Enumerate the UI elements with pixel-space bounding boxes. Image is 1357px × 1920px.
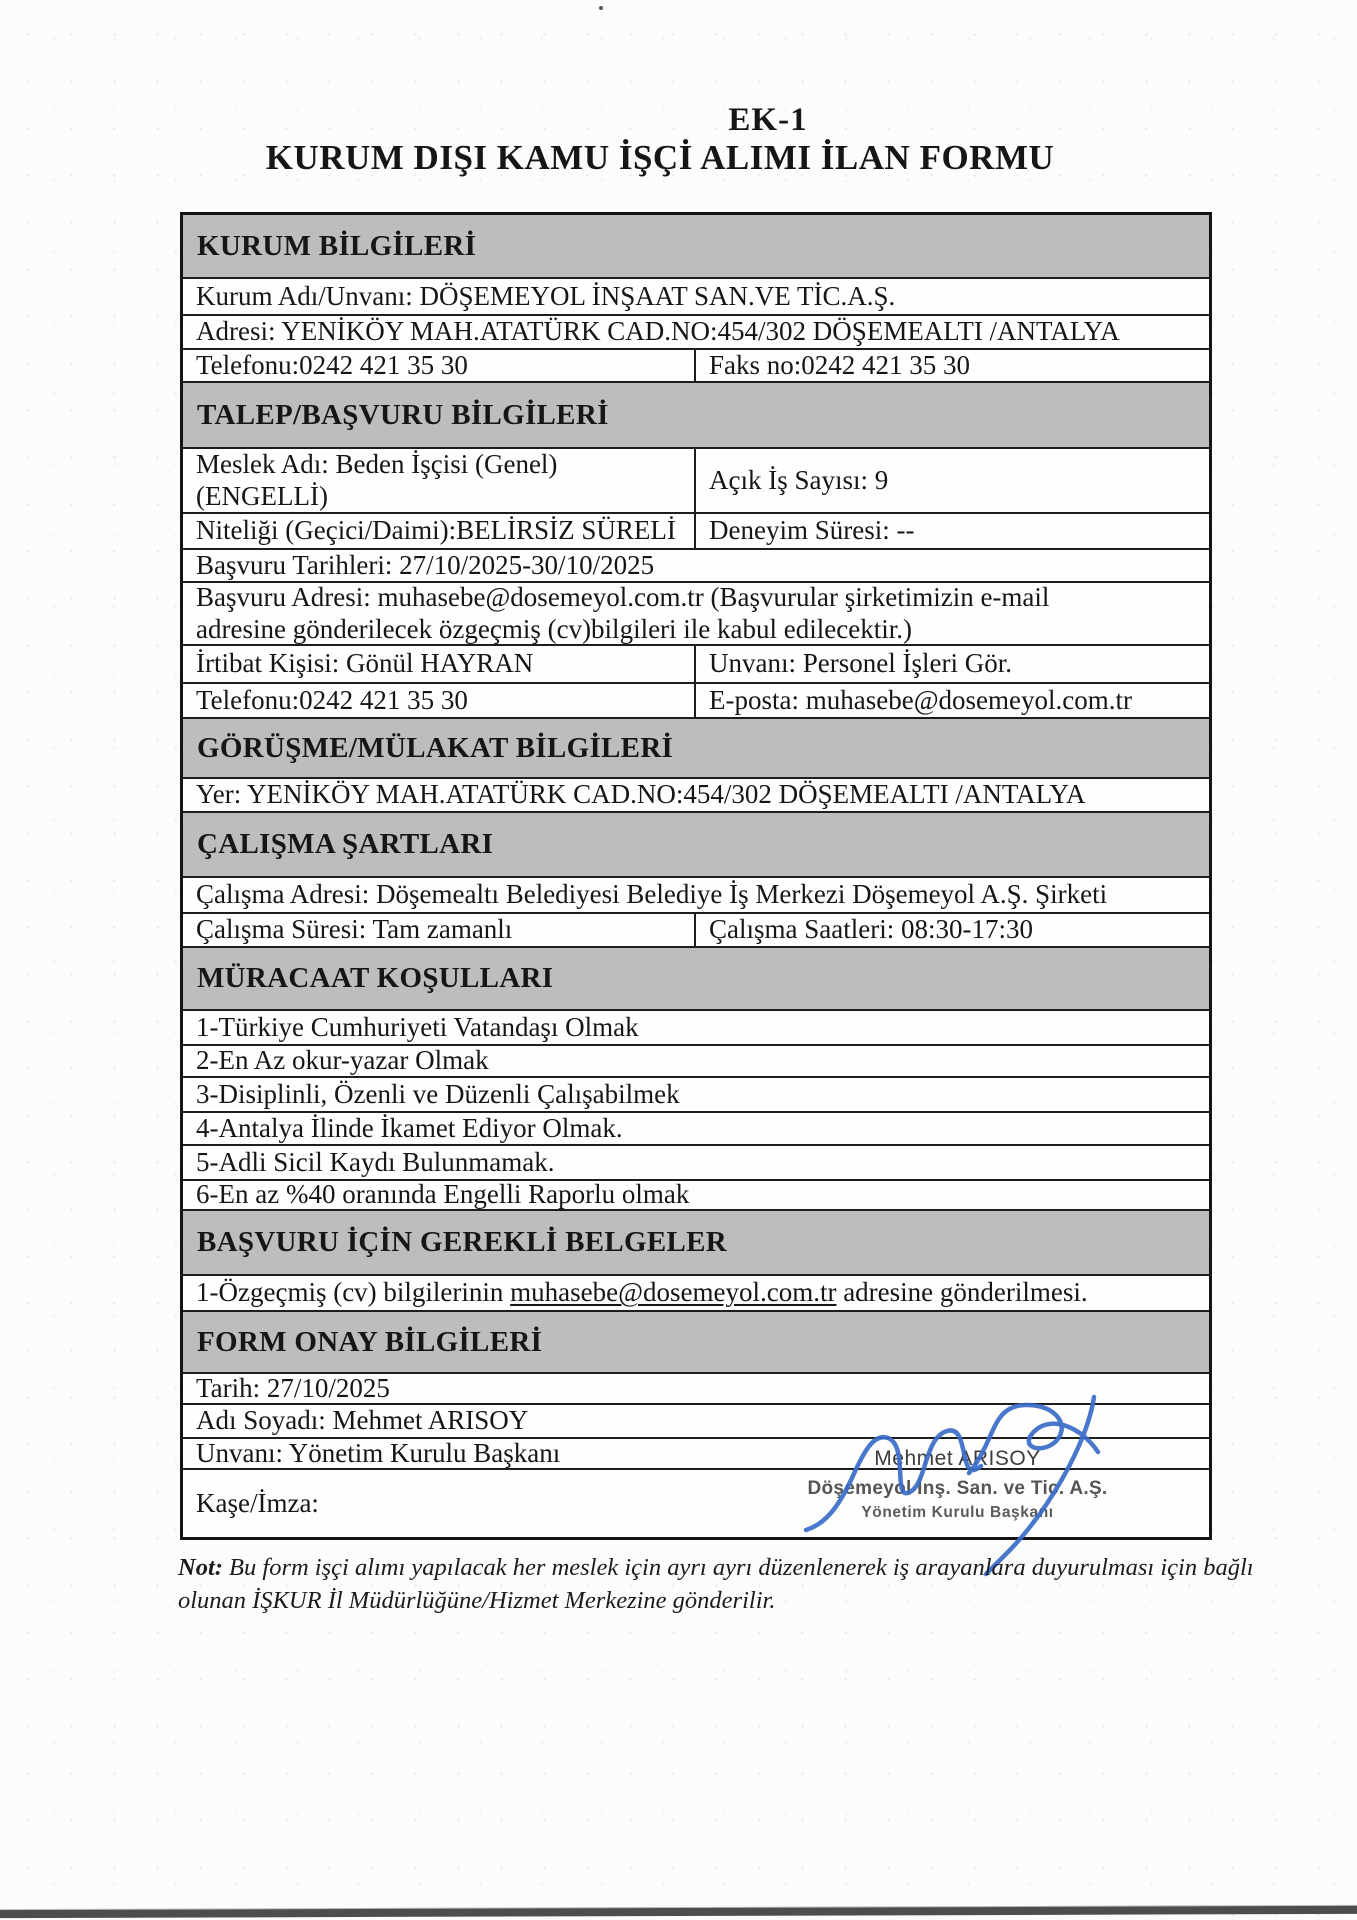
row-irtibat: [183, 644, 1209, 682]
section-header-gorusme: [183, 717, 1209, 777]
section-header-talep: [183, 381, 1209, 447]
section-header-belgeler: [183, 1209, 1209, 1274]
row-adi-soyadi: [183, 1403, 1209, 1437]
row-belge-1: [183, 1274, 1209, 1310]
field-meslek-adi: Meslek Adı: Beden İşçisi (Genel) (ENGELLİ): [183, 449, 696, 512]
row-calisma-adresi: [183, 876, 1209, 912]
row-telefon-eposta: [183, 682, 1209, 717]
section-header-kurum: [183, 215, 1209, 277]
field-kase-imza: Kaşe/İmza:: [196, 1487, 319, 1518]
row-kurum-adi: [183, 277, 1209, 314]
row-meslek: [183, 447, 1209, 512]
field-kosul-3: 3-Disiplinli, Özenli ve Düzenli Çalışabilmek: [196, 1078, 680, 1109]
email-underlined: muhasebe@dosemeyol.com.tr: [510, 1277, 837, 1308]
field-calisma-saatleri: Çalışma Saatleri: 08:30-17:30: [709, 914, 1033, 945]
field-faks: Faks no:0242 421 35 30: [709, 349, 971, 380]
field-irtibat-unvan: Unvanı: Personel İşleri Gör.: [709, 648, 1012, 679]
section-label: MÜRACAAT KOŞULLARI: [197, 962, 554, 994]
row-niteligi: [183, 512, 1209, 548]
field-adi-soyadi: Adı Soyadı: Mehmet ARISOY: [196, 1405, 529, 1436]
field-unvan: Unvanı: Yönetim Kurulu Başkanı: [196, 1437, 561, 1468]
row-calisma-sure-saat: [183, 912, 1209, 946]
section-label: BAŞVURU İÇİN GEREKLİ BELGELER: [197, 1226, 728, 1258]
row-tarih: [183, 1372, 1209, 1403]
section-label: FORM ONAY BİLGİLERİ: [197, 1325, 543, 1358]
field-kosul-2: 2-En Az okur-yazar Olmak: [196, 1045, 489, 1076]
row-kosul-3: [183, 1076, 1209, 1111]
row-unvan: [183, 1437, 1209, 1468]
form-table: [180, 212, 1212, 1540]
field-tarih: Tarih: 27/10/2025: [196, 1372, 390, 1403]
field-belge-1: 1-Özgeçmiş (cv) bilgilerinin muhasebe@dosemeyol.com.tr adresine gönderilmesi.: [196, 1277, 1088, 1308]
field-calisma-adresi: Çalışma Adresi: Döşemealtı Belediyesi Belediye İş Merkezi Döşemeyol A.Ş. Şirketi: [196, 879, 1108, 910]
section-label: ÇALIŞMA ŞARTLARI: [197, 828, 494, 860]
field-deneyim: Deneyim Süresi: --: [709, 515, 915, 546]
field-basvuru-adresi: Başvuru Adresi: muhasebe@dosemeyol.com.tr (Başvurular şirketimizin e-mail adresine gönderilecek özgeçmiş (cv)bilgileri ile kabul edilecektir.): [196, 582, 1050, 644]
row-kosul-6: [183, 1179, 1209, 1209]
row-telefon-faks: [183, 348, 1209, 381]
note-label: Not:: [178, 1554, 223, 1581]
row-basvuru-adresi: [183, 581, 1209, 644]
field-irtibat-kisisi: İrtibat Kişisi: Gönül HAYRAN: [183, 646, 696, 682]
section-label: TALEP/BAŞVURU BİLGİLERİ: [197, 398, 609, 431]
section-label: KURUM BİLGİLERİ: [197, 229, 477, 262]
section-label: GÖRÜŞME/MÜLAKAT BİLGİLERİ: [197, 731, 674, 764]
field-kurum-adi: Kurum Adı/Unvanı: DÖŞEMEYOL İNŞAAT SAN.VE TİC.A.Ş.: [196, 280, 896, 311]
field-telefonu-2: Telefonu:0242 421 35 30: [183, 684, 696, 717]
field-eposta: E-posta: muhasebe@dosemeyol.com.tr: [709, 684, 1133, 715]
row-basvuru-tarihleri: [183, 548, 1209, 581]
row-yer: [183, 777, 1209, 811]
field-calisma-suresi: Çalışma Süresi: Tam zamanlı: [183, 914, 696, 946]
scan-edge: [0, 1906, 1357, 1918]
stamp-name: Mehmet ARISOY: [874, 1447, 1041, 1470]
field-telefonu: Telefonu:0242 421 35 30: [183, 350, 696, 381]
row-kosul-1: [183, 1009, 1209, 1044]
stamp-company: Döşemeyol İnş. San. ve Tic. A.Ş.: [807, 1478, 1108, 1499]
field-basvuru-tarihleri: Başvuru Tarihleri: 27/10/2025-30/10/2025: [196, 549, 655, 580]
doc-code: EK-1: [728, 102, 808, 138]
section-header-muracaat: [183, 946, 1209, 1009]
form-title: KURUM DIŞI KAMU İŞÇİ ALIMI İLAN FORMU: [265, 138, 1055, 177]
row-kosul-4: [183, 1111, 1209, 1144]
stamp-title: Yönetim Kurulu Başkanı: [861, 1504, 1054, 1521]
field-yer: Yer: YENİKÖY MAH.ATATÜRK CAD.NO:454/302 DÖŞEMEALTI /ANTALYA: [196, 779, 1086, 810]
note: [178, 1552, 1263, 1617]
field-kosul-4: 4-Antalya İlinde İkamet Ediyor Olmak.: [196, 1112, 623, 1143]
note-text: Bu form işçi alımı yapılacak her meslek için ayrı ayrı düzenlenerek iş arayanlara duyurulması için bağlı olunan İŞKUR İl Müdürlüğüne/Hizmet Merkezine gönderilir.: [178, 1554, 1254, 1614]
section-header-onay: [183, 1310, 1209, 1372]
row-kosul-2: [183, 1044, 1209, 1076]
row-adresi: [183, 314, 1209, 348]
field-kosul-1: 1-Türkiye Cumhuriyeti Vatandaşı Olmak: [196, 1011, 639, 1042]
field-kosul-5: 5-Adli Sicil Kaydı Bulunmamak.: [196, 1146, 555, 1177]
scan-speck: [599, 6, 603, 10]
field-adresi: Adresi: YENİKÖY MAH.ATATÜRK CAD.NO:454/302 DÖŞEMEALTI /ANTALYA: [196, 316, 1120, 347]
row-kase-imza: [183, 1468, 1209, 1537]
field-kosul-6: 6-En az %40 oranında Engelli Raporlu olmak: [196, 1179, 690, 1210]
field-niteligi: Niteliği (Geçici/Daimi):BELİRSİZ SÜRELİ: [183, 514, 696, 548]
section-header-calisma: [183, 811, 1209, 876]
row-kosul-5: [183, 1144, 1209, 1179]
field-acik-is-sayisi: Açık İş Sayısı: 9: [709, 464, 889, 495]
